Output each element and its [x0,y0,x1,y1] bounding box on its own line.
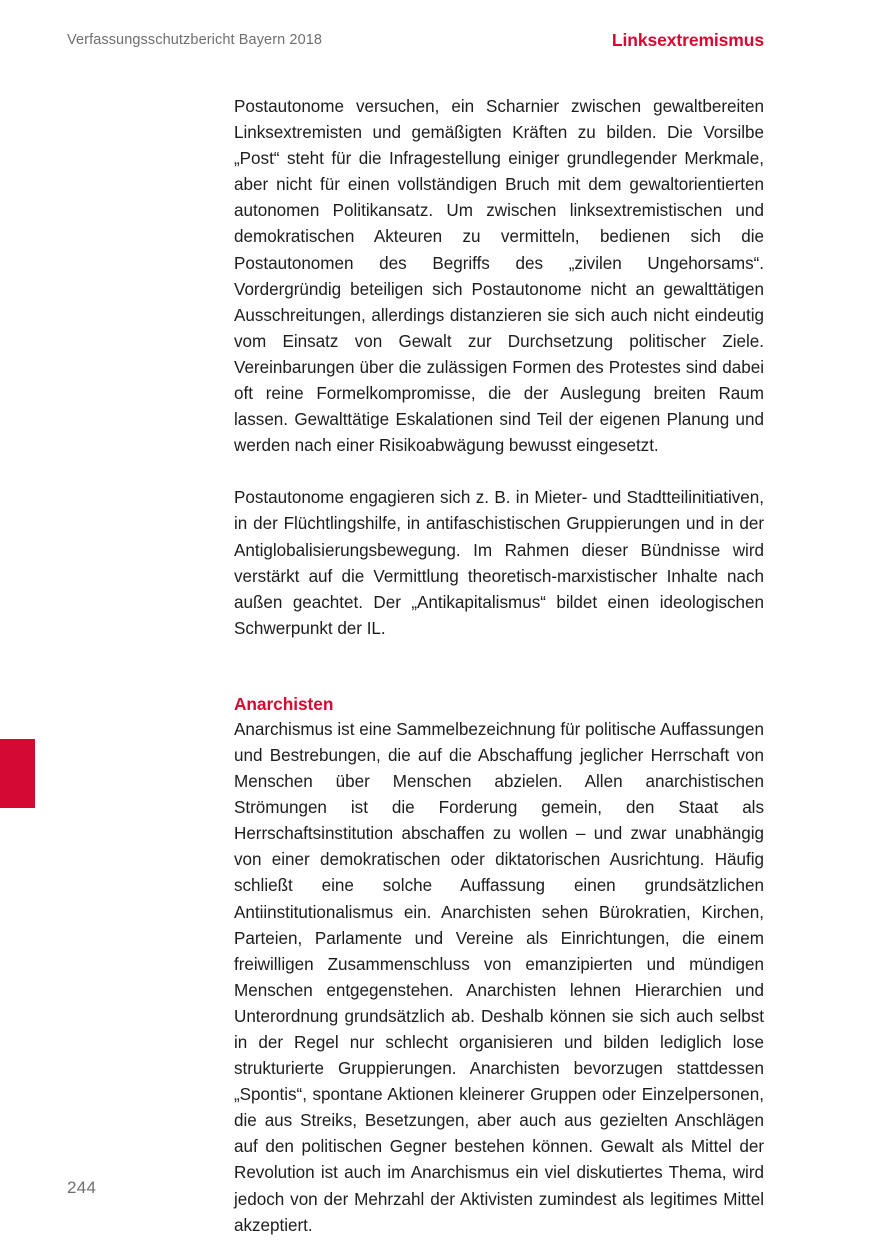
body-paragraph: Postautonome engagieren sich z. B. in Mieter- und Stadtteilinitiativen, in der Flüchtlingshilfe, in antifaschistischen Gruppierungen und in der Antiglobalisierungsbewegung. Im Rahmen dieser Bündnisse wird verstärkt auf die Vermittlung theoretisch-marxistischer Inhalte nach außen geachtet. Der „Antikapitalismus“ bildet einen ideologischen Schwerpunkt der IL. [234,488,764,638]
section-heading-anarchisten: Anarchisten [234,693,334,714]
page-header [0,32,875,60]
chapter-title: Linksextremismus [611,30,764,50]
body-paragraph: Postautonome versuchen, ein Scharnier zwischen gewaltbereiten Linksextremisten und gemäßigten Kräften zu bilden. Die Vorsilbe „Post“ steht für die Infragestellung einiger grundlegender Merkmale, aber nicht für einen vollständigen Bruch mit dem gewaltorientierten autonomen Politikansatz. Um zwischen linksextremistischen und demokratischen Akteuren zu vermitteln, bedienen sich die Postautonomen des Begriffs des „zivilen Ungehorsams“. Vordergründig beteiligen sich Postautonome nicht an gewalttätigen Ausschreitungen, allerdings distanzieren sie sich auch nicht eindeutig vom Einsatz von Gewalt zur Durchsetzung politischer Ziele. Vereinbarungen über die zulässigen Formen des Protestes sind dabei oft reine Formelkompromisse, die der Auslegung breiten Raum lassen. Gewalttätige Eskalationen sind Teil der eigenen Planung und werden nach einer Risikoabwägung bewusst eingesetzt. [234,97,764,456]
chapter-color-tab [0,739,35,808]
text-column [234,94,764,1239]
section-paragraph: Anarchismus ist eine Sammelbezeichnung für politische Auffassungen und Bestrebungen, die auf die Abschaffung jeglicher Herrschaft von Menschen über Menschen abzielen. Allen anarchistischen Strömungen ist die Forderung gemein, den Staat als Herrschaftsinstitution abschaffen zu wollen – und zwar unabhängig von einer demokratischen oder diktatorischen Ausrichtung. Häufig schließt eine solche Auffassung einen grundsätzlichen Antiinstitutionalismus ein. Anarchisten sehen Bürokratien, Kirchen, Parteien, Parlamente und Vereine als Einrichtungen, die einem freiwilligen Zusammenschluss von emanzipierten und mündigen Menschen entgegenstehen. Anarchisten lehnen Hierarchien und Unterordnung grundsätzlich ab. Deshalb können sie sich auch selbst in der Regel nur schlecht organisieren und bilden lediglich lose strukturierte Gruppierungen. Anarchisten bevorzugen stattdessen „Spontis“, spontane Aktionen kleinerer Gruppen oder Einzelpersonen, die aus Streiks, Besetzungen, aber auch aus gezielten Anschlägen auf den politischen Gegner bestehen können. Gewalt als Mittel der Revolution ist auch im Anarchismus ein viel diskutiertes Thema, wird jedoch von der Mehrzahl der Aktivisten zumindest als legitimes Mittel akzeptiert. [234,719,764,1235]
section-spacer [234,668,764,691]
page-number: 244 [67,1178,97,1197]
report-title: Verfassungsschutzbericht Bayern 2018 [67,32,323,48]
